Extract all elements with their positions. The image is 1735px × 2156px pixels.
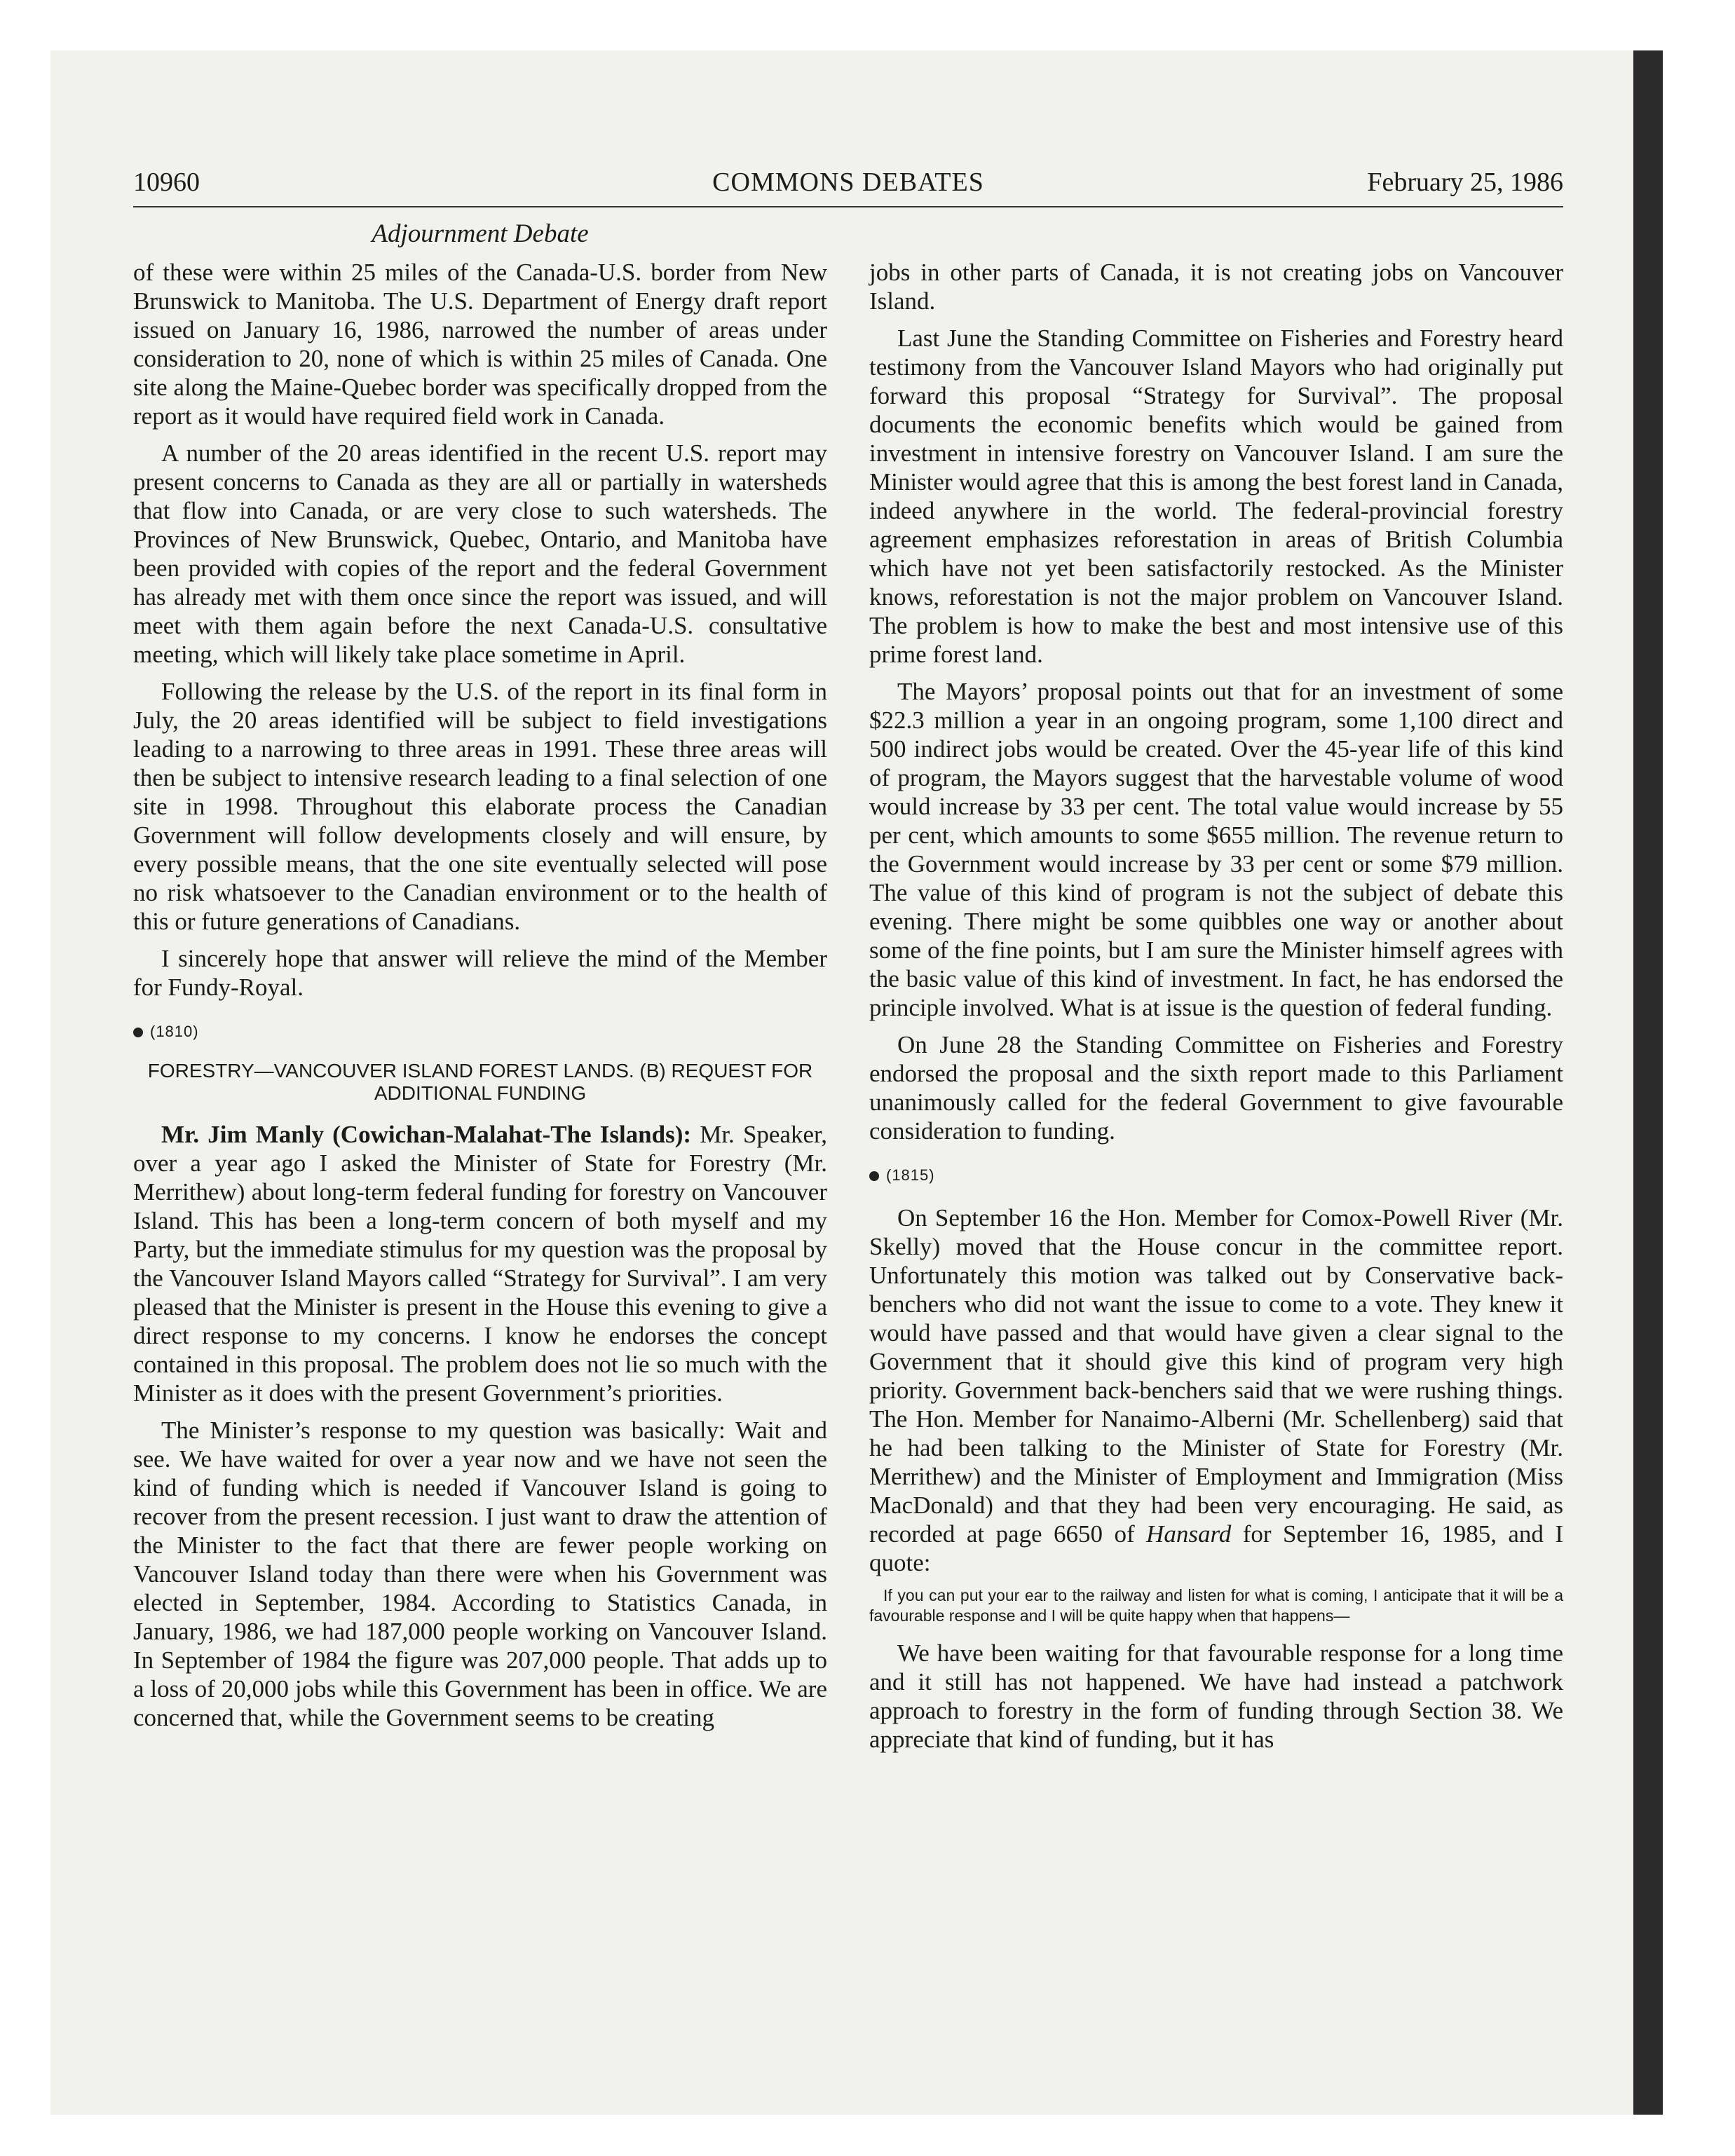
speech-text: Mr. Speaker, over a year ago I asked the Minister of State for Forestry (Mr. Merrithew) about long-term federal funding for forestry on Vancouver Island. This has been a long-term concern of both myself and my Party, but the immediate stimulus for my question was the proposal by the Vancouver Island Mayors called “Strategy for Survival”. I am very pleased that the Minister is present in the House this evening to give a direct response to my concerns. I know he endorses the concept contained in this proposal. The problem does not lie so much with the Minister as it does with the present Government’s priorities. xyxy=(133,1121,828,1407)
publication-reference: Hansard xyxy=(1146,1520,1232,1548)
scan-edge xyxy=(1633,50,1663,2115)
speaker-paragraph xyxy=(133,1120,827,1407)
paragraph: The Mayors’ proposal points out that for an investment of some $22.3 million a year in an ongoing program, some 1,100 direct and 500 indirect jobs would be created. Over the 45-year life of this kind of program, the Mayors suggest that the harvestable volume of wood would increase by 33 per cent. The total value would increase by 55 per cent, which amounts to some $655 million. The revenue return to the Government would increase by 33 per cent or some $79 million. The value of this kind of program is not the subject of debate this evening. There might be some quibbles one way or another about some of the fine points, but I am sure the Minister himself agrees with the basic value of this kind of investment. In fact, he has endorsed the principle involved. What is at issue is the question of federal funding. xyxy=(869,678,1563,1021)
section-subheader: Adjournment Debate xyxy=(372,219,589,248)
time-marker-label: (1810) xyxy=(150,1023,199,1040)
page-number: 10960 xyxy=(133,168,200,197)
paragraph xyxy=(869,1203,1563,1577)
publication-date: February 25, 1986 xyxy=(1367,168,1563,197)
block-quote: If you can put your ear to the railway and listen for what is coming, I anticipate that it will be a favourable response and I will be quite happy when that happens— xyxy=(869,1586,1563,1625)
time-marker-label: (1815) xyxy=(886,1166,935,1184)
bullet-icon xyxy=(133,1028,143,1037)
left-column xyxy=(133,258,827,1740)
debate-heading: FORESTRY—VANCOUVER ISLAND FOREST LANDS. (B) REQUEST FOR ADDITIONAL FUNDING xyxy=(147,1060,813,1104)
paragraph: Following the release by the U.S. of the report in its final form in July, the 20 areas identified will be subject to field investigations leading to a narrowing to three areas in 1991. These three areas will then be subject to intensive research leading to a final selection of one site in 1998. Throughout this elaborate process the Canadian Government will follow developments closely and will ensure, by every possible means, that the one site eventually selected will pose no risk whatsoever to the Canadian environment or to the health of this or future generations of Canadians. xyxy=(133,678,827,935)
page-header xyxy=(133,167,1563,207)
paragraph: I sincerely hope that answer will relieve the mind of the Member for Fundy-Royal. xyxy=(133,945,827,1001)
paragraph: We have been waiting for that favourable response for a long time and it still has not happened. We have had instead a patchwork approach to forestry in the form of funding through Section 38. We appreciate that kind of funding, but it has xyxy=(869,1639,1563,1753)
paragraph-text: On September 16 the Hon. Member for Comox-Powell River (Mr. Skelly) moved that the House concur in the committee report. Unfortunately this motion was talked out by Conservative back-benchers who did not want the issue to come to a vote. They knew it would have passed and that would have given a clear signal to the Government that it should give this kind of program very high priority. Government back-benchers said that we were rushing things. The Hon. Member for Nanaimo-Alberni (Mr. Schellenberg) said that he had been talking to the Minister of State for Forestry (Mr. Merrithew) and the Minister of Employment and Immigration (Miss MacDonald) and that they had been very encouraging. He said, as recorded at page 6650 of xyxy=(869,1204,1563,1548)
paragraph: The Minister’s response to my question was basically: Wait and see. We have waited for over a year now and we have not seen the kind of funding which is needed if Vancouver Island is going to recover from the present recession. I just want to draw the attention of the Minister to the fact that there are fewer people working on Vancouver Island today than there were when his Government was elected in September, 1984. According to Statistics Canada, in January, 1986, we had 187,000 people working on Vancouver Island. In September of 1984 the figure was 207,000 people. That adds up to a loss of 20,000 jobs while this Government has been in office. We are concerned that, while the Government seems to be creating xyxy=(133,1417,827,1731)
bullet-icon xyxy=(869,1171,879,1181)
publication-title: COMMONS DEBATES xyxy=(712,168,984,197)
time-marker xyxy=(133,1017,827,1046)
paragraph: On June 28 the Standing Committee on Fisheries and Forestry endorsed the proposal and the sixth report made to this Parliament unanimously called for the federal Government to give favourable consideration to funding. xyxy=(869,1031,1563,1145)
paragraph: Last June the Standing Committee on Fisheries and Forestry heard testimony from the Vancouver Island Mayors who had originally put forward this proposal “Strategy for Survival”. The proposal documents the economic benefits which would be gained from investment in intensive forestry on Vancouver Island. I am sure the Minister would agree that this is among the best forest land in Canada, indeed anywhere in the world. The federal-provincial forestry agreement emphasizes reforestation in areas of British Columbia which have not yet been satisfactorily restocked. As the Minister knows, reforestation is not the major problem on Vancouver Island. The problem is how to make the best and most intensive use of this prime forest land. xyxy=(869,325,1563,668)
paragraph: of these were within 25 miles of the Canada-U.S. border from New Brunswick to Manitoba. The U.S. Department of Energy draft report issued on January 16, 1986, narrowed the number of areas under consideration to 20, none of which is within 25 miles of Canada. One site along the Maine-Quebec border was specifically dropped from the report as it would have required field work in Canada. xyxy=(133,259,827,430)
time-marker xyxy=(869,1161,1563,1189)
paragraph-text: for September 16, 1985, and I quote: xyxy=(869,1520,1564,1576)
right-column xyxy=(869,258,1563,1762)
paragraph: A number of the 20 areas identified in the recent U.S. report may present concerns to Canada as they are all or partially in watersheds that flow into Canada, or are very close to such watersheds. The Provinces of New Brunswick, Quebec, Ontario, and Manitoba have been provided with copies of the report and the federal Government has already met with them once since the report was issued, and will meet with them again before the next Canada-U.S. consultative meeting, which will likely take place sometime in April. xyxy=(133,439,827,668)
paragraph: jobs in other parts of Canada, it is not creating jobs on Vancouver Island. xyxy=(869,259,1563,315)
speaker-name: Mr. Jim Manly (Cowichan-Malahat-The Islands): xyxy=(161,1121,692,1148)
